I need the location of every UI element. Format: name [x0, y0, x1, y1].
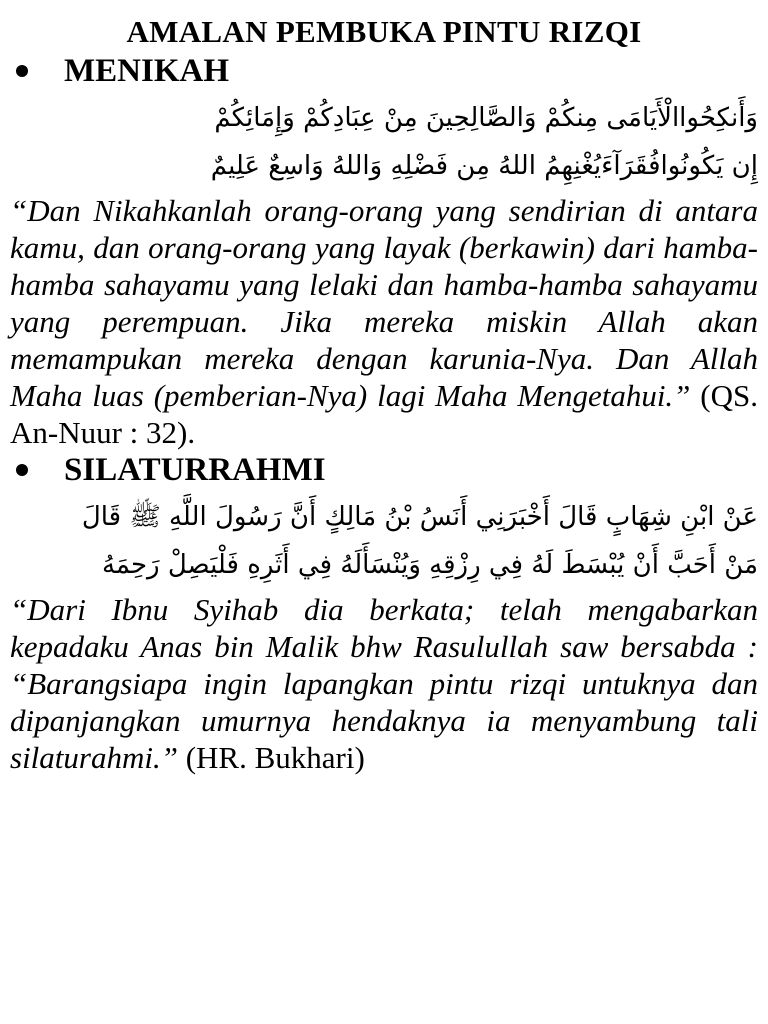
bullet-icon [16, 464, 28, 476]
arabic-line: مَنْ أَحَبَّ أَنْ يُبْسَطَ لَهُ فِي رِزْقِهِ وَيُنْسَأَلَهُ فِي أَثَرِهِ فَلْيَصِلْ رَحِمَهُ [101, 550, 758, 580]
page-title: AMALAN PEMBUKA PINTU RIZQI [126, 14, 642, 49]
arabic-line: عَنْ ابْنِ شِهَابٍ قَالَ أَخْبَرَنِي أَنَسُ بْنُ مَالِكٍ أَنَّ رَسُولَ اللَّهِ ﷺ قَالَ [81, 502, 758, 532]
arabic-hadith [10, 493, 758, 589]
bullet-icon [16, 65, 28, 77]
translation-text [10, 591, 758, 776]
translation-quote: “Dari Ibnu Syihab dia berkata; telah mengabarkan kepadaku Anas bin Malik bhw Rasulullah saw bersabda : “Barangsiapa ingin lapangkan pintu rizqi untuknya dan dipanjangkan umurnya hendaknya ia menyambung tali silaturahmi.” [10, 592, 758, 775]
section-silaturrahmi [10, 451, 758, 776]
translation-text [10, 192, 758, 451]
arabic-line: وَأَنكِحُواالْأَيَامَى مِنكُمْ وَالصَّالِحِينَ مِنْ عِبَادِكُمْ وَإِمَائِكُمْ [214, 103, 758, 133]
arabic-line: إِن يَكُونُوافُقَرَآءَيُغْنِهِمُ اللهُ مِن فَضْلِهِ وَاللهُ وَاسِعٌ عَلِيمٌ [210, 151, 758, 181]
section-heading [10, 451, 758, 489]
translation-quote: “Dan Nikahkanlah orang-orang yang sendirian di antara kamu, dan orang-orang yang layak (berkawin) dari hamba-hamba sahayamu yang lelaki dan hamba-hamba sahayamu yang perempuan. Jika mereka miskin Allah akan memampukan mereka dengan karunia-Nya. Dan Allah Maha luas (pemberian-Nya) lagi Maha Mengetahui.” [10, 193, 758, 413]
arabic-verse [10, 94, 758, 190]
section-heading-label: MENIKAH [64, 53, 229, 89]
section-heading-label: SILATURRAHMI [64, 452, 326, 488]
section-heading [10, 52, 758, 90]
source-citation: (QS. An-Nuur : 32). [10, 378, 758, 450]
section-menikah [10, 52, 758, 451]
source-citation: (HR. Bukhari) [177, 740, 365, 775]
